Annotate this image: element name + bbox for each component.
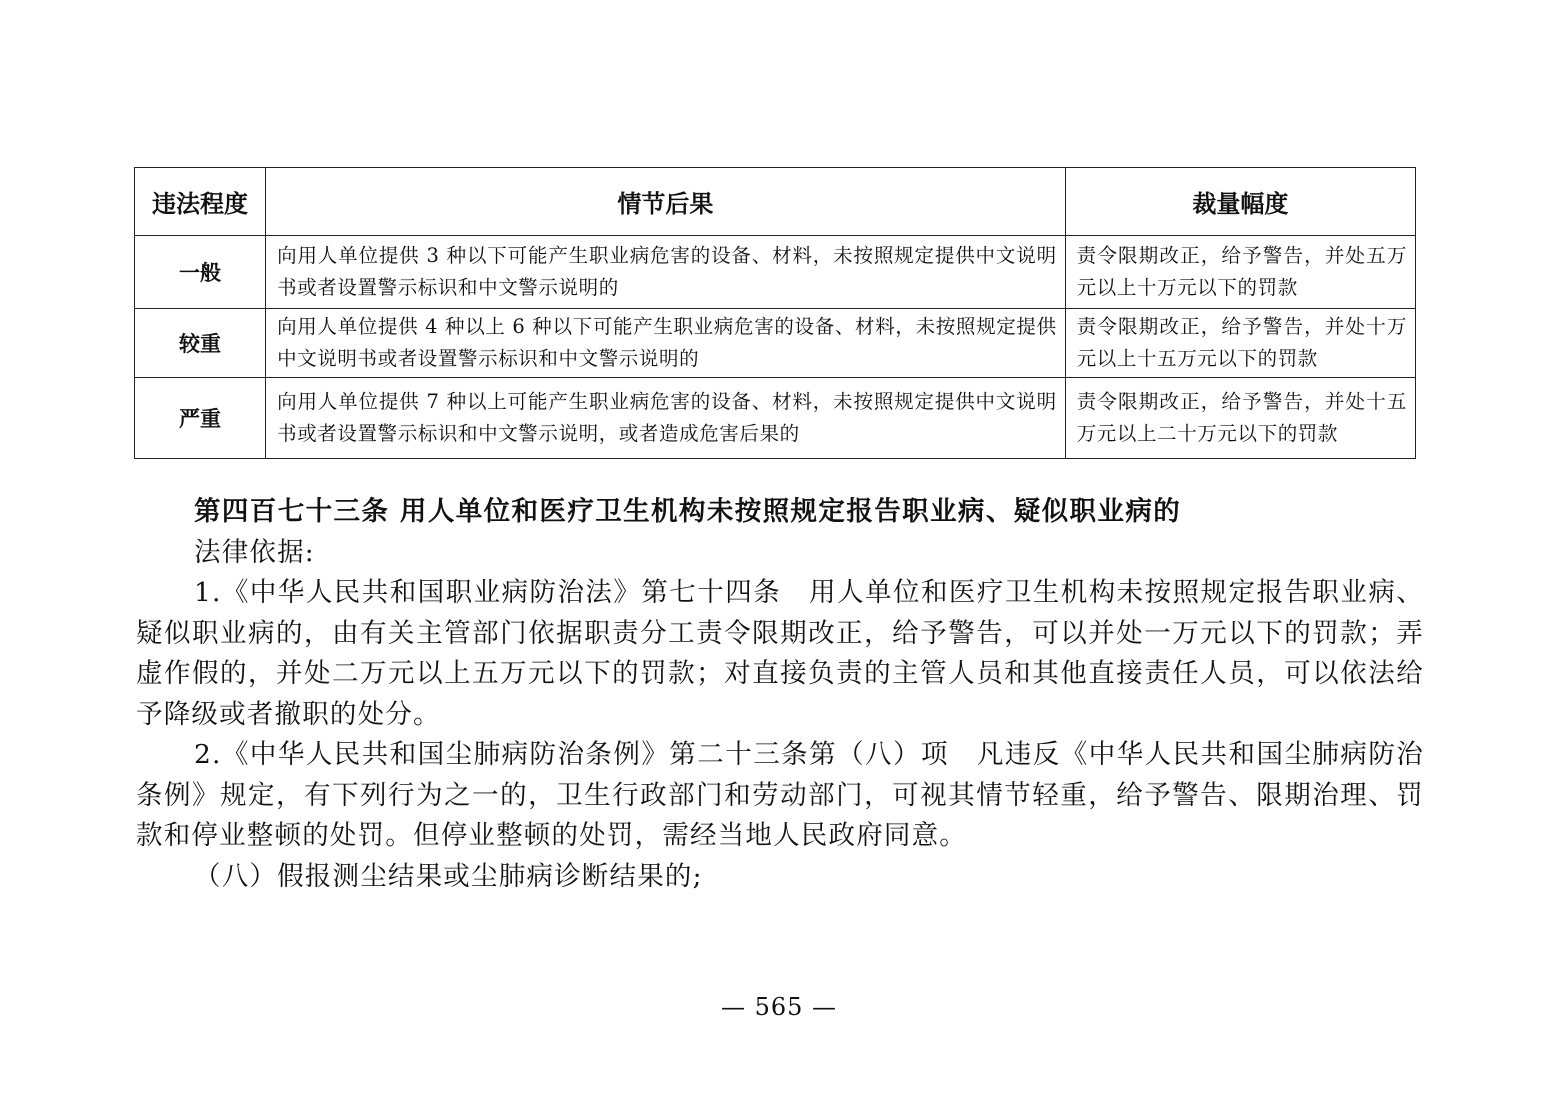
- level-cell: 一般: [135, 236, 266, 309]
- table-row: [135, 309, 1416, 378]
- page-number: — 565 —: [720, 993, 838, 1021]
- circumstance-cell: 向用人单位提供 7 种以上可能产生职业病危害的设备、材料，未按照规定提供中文说明书或者设置警示标识和中文警示说明，或者造成危害后果的: [266, 378, 1066, 459]
- range-cell: 责令限期改正，给予警告，并处十五万元以上二十万元以下的罚款: [1065, 378, 1415, 459]
- article-body: [136, 492, 1424, 897]
- range-cell: 责令限期改正，给予警告，并处五万元以上十万元以下的罚款: [1065, 236, 1415, 309]
- range-cell: 责令限期改正，给予警告，并处十万元以上十五万元以下的罚款: [1065, 309, 1415, 378]
- header-discretion-range: 裁量幅度: [1065, 168, 1415, 236]
- table-row: [135, 378, 1416, 459]
- legal-basis-label: 法律依据:: [194, 536, 315, 568]
- penalty-discretion-table: [134, 167, 1416, 459]
- table-row: [135, 236, 1416, 309]
- legal-basis-paragraph: 1.《中华人民共和国职业病防治法》第七十四条 用人单位和医疗卫生机构未按照规定报告职业病、疑似职业病的，由有关主管部门依据职责分工责令限期改正，给予警告，可以并处一万元以下的罚款；弄虚作假的，并处二万元以上五万元以下的罚款；对直接负责的主管人员和其他直接责任人员，可以依法给予降级或者撤职的处分。: [136, 577, 1424, 730]
- article-heading: 第四百七十三条 用人单位和医疗卫生机构未按照规定报告职业病、疑似职业病的: [194, 496, 1182, 527]
- header-circumstance: 情节后果: [266, 168, 1066, 236]
- table-header-row: [135, 168, 1416, 236]
- legal-basis-paragraph: 2.《中华人民共和国尘肺病防治条例》第二十三条第（八）项 凡违反《中华人民共和国尘肺病防治条例》规定，有下列行为之一的，卫生行政部门和劳动部门，可视其情节轻重，给予警告、限期治理、罚款和停业整顿的处罚。但停业整顿的处罚，需经当地人民政府同意。: [136, 739, 1424, 851]
- legal-basis-item: （八）假报测尘结果或尘肺病诊断结果的;: [194, 860, 703, 892]
- circumstance-cell: 向用人单位提供 3 种以下可能产生职业病危害的设备、材料，未按照规定提供中文说明书或者设置警示标识和中文警示说明的: [266, 236, 1066, 309]
- level-cell: 严重: [135, 378, 266, 459]
- header-violation-level: 违法程度: [135, 168, 266, 236]
- level-cell: 较重: [135, 309, 266, 378]
- circumstance-cell: 向用人单位提供 4 种以上 6 种以下可能产生职业病危害的设备、材料，未按照规定提供中文说明书或者设置警示标识和中文警示说明的: [266, 309, 1066, 378]
